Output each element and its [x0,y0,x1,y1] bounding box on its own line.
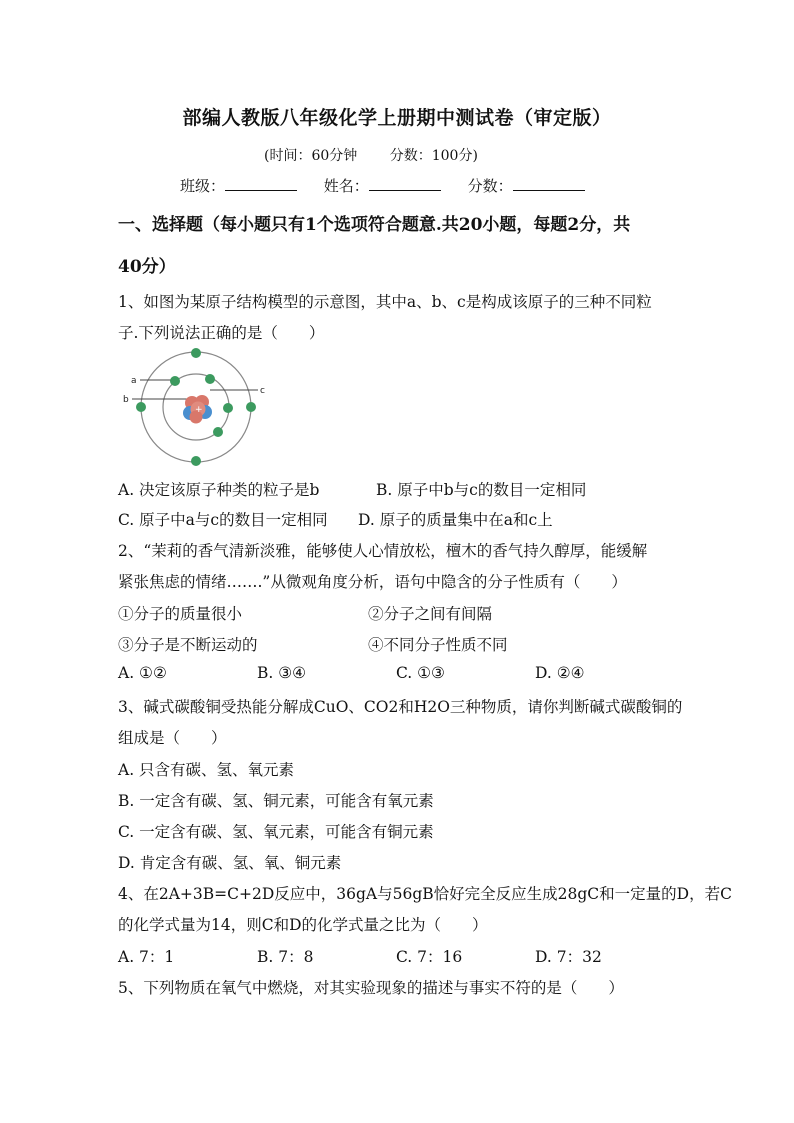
question-2-text: 2、“茉莉的香气清新淡雅，能够使人心情放松，檀木的香气持久醇厚，能缓解 [118,542,648,560]
q3-option-b[interactable]: B. 一定含有碳、氢、铜元素，可能含有氧元素 [118,792,434,810]
question-5-text: 5、下列物质在氧气中燃烧，对其实验现象的描述与事实不符的是（ ） [118,979,624,997]
atom-structure-diagram [120,345,280,470]
q2-statement-1: ①分子的质量很小 [118,605,243,623]
electron [213,427,223,437]
exam-info [264,145,506,165]
q2-statement-3: ③分子是不断运动的 [118,636,258,654]
electron [170,376,180,386]
label-b: b [123,395,129,405]
q2-statement-4: ④不同分子性质不同 [368,636,508,654]
q1-option-c[interactable]: C. 原子中a与c的数目一定相同 [118,511,328,529]
q3-option-c[interactable]: C. 一定含有碳、氢、氧元素，可能含有铜元素 [118,823,434,841]
q1-option-a[interactable]: A. 决定该原子种类的粒子是b [118,481,320,499]
q1-option-d[interactable]: D. 原子的质量集中在a和c上 [358,511,553,529]
q4-option-b[interactable]: B. 7：8 [257,948,314,966]
question-2-text-cont: 紧张焦虑的情绪…….”从微观角度分析，语句中隐含的分子性质有（ ） [118,573,627,591]
electron [205,374,215,384]
q4-option-d[interactable]: D. 7：32 [535,948,602,966]
class-blank[interactable] [225,176,297,191]
q2-option-b[interactable]: B. ③④ [257,664,307,682]
question-4-text-cont: 的化学式量为14，则C和D的化学式量之比为（ ） [118,916,488,934]
score-blank[interactable] [513,176,585,191]
page-title: 部编人教版八年级化学上册期中测试卷（审定版） [182,107,612,129]
plus-sign: + [195,405,203,415]
q3-option-d[interactable]: D. 肯定含有碳、氢、氧、铜元素 [118,854,342,872]
electron [246,402,256,412]
electron [191,456,201,466]
nucleus [183,395,212,424]
question-4-text: 4、在2A+3B=C+2D反应中，36gA与56gB恰好完全反应生成28gC和一定量的D，若C [118,885,732,903]
exam-time: (时间：60分钟 [264,148,358,164]
section-heading-cont: 40分） [118,257,176,277]
score-label: 分数： [467,177,513,195]
label-c: c [260,386,265,396]
label-a: a [131,376,137,386]
section-heading: 一、选择题（每小题只有1个选项符合题意.共20小题，每题2分，共 [118,215,631,235]
q2-option-c[interactable]: C. ①③ [396,664,445,682]
q2-statement-2: ②分子之间有间隔 [368,605,493,623]
name-field [324,175,441,196]
q1-option-b[interactable]: B. 原子中b与c的数目一定相同 [376,481,587,499]
q4-option-a[interactable]: A. 7：1 [118,948,175,966]
electron [136,402,146,412]
electron [223,403,233,413]
name-blank[interactable] [369,176,441,191]
exam-total-score: 分数：100分) [389,148,478,164]
q2-option-d[interactable]: D. ②④ [535,664,585,682]
name-label: 姓名： [323,177,369,195]
question-1-text: 1、如图为某原子结构模型的示意图，其中a、b、c是构成该原子的三种不同粒 [118,293,652,311]
class-label: 班级： [180,177,226,195]
question-3-text-cont: 组成是（ ） [118,729,227,747]
class-field [180,175,297,196]
q4-option-c[interactable]: C. 7：16 [396,948,463,966]
q2-option-a[interactable]: A. ①② [118,664,167,682]
q3-option-a[interactable]: A. 只含有碳、氢、氧元素 [118,761,295,779]
score-field [468,175,585,196]
question-1-text-cont: 子.下列说法正确的是（ ） [118,324,325,342]
student-info-fields [180,175,607,196]
electron [191,348,201,358]
question-3-text: 3、碱式碳酸铜受热能分解成CuO、CO2和H2O三种物质，请你判断碱式碳酸铜的 [118,698,683,716]
